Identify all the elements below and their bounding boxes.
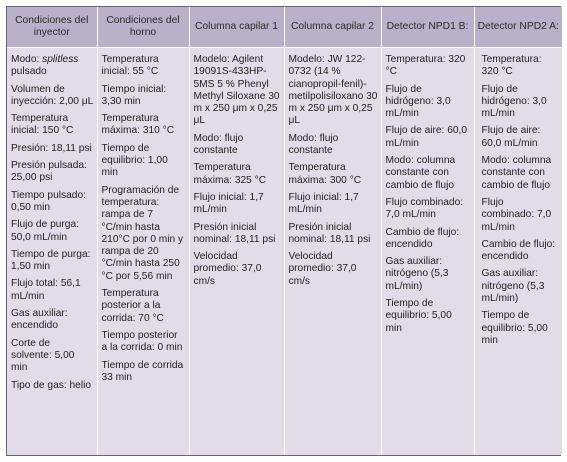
parameter-item: Tiempo de equilibrio: 5,00 min	[385, 298, 452, 334]
chromatography-conditions-table-frame	[6, 6, 561, 456]
parameter-item: Flujo de aire: 60,0 mL/min	[385, 125, 468, 149]
parameter-item: Tiempo de equilibrio: 5,00 min	[481, 310, 548, 346]
parameter-item: Tiempo inicial: 3,30 min	[101, 83, 167, 107]
parameter-item: Temperatura inicial: 55 °C	[101, 54, 159, 78]
parameter-item: Tiempo de corrida 33 min	[101, 359, 184, 383]
parameter-item: Velocidad promedio: 37,0 cm/s	[288, 251, 357, 287]
parameter-item: Flujo inicial: 1,7 mL/min	[193, 191, 264, 216]
header-detector-npd2-a: Detector NPD2 A:	[474, 7, 562, 48]
cell-detector-npd1-b	[381, 48, 474, 456]
parameter-item: Presión pulsada: 25,00 psi	[11, 160, 87, 184]
parameter-item: Gas auxiliar: encendido	[11, 308, 68, 332]
cell-injector-conditions	[7, 48, 97, 456]
parameter-item: Temperatura: 320 °C	[385, 54, 466, 78]
cell-oven-conditions	[97, 48, 189, 456]
parameter-text-emphasis: splitless	[42, 54, 79, 65]
parameter-item: Presión inicial nominal: 18,11 psi	[288, 221, 371, 245]
parameter-item	[11, 54, 94, 79]
parameter-item: Modelo: JW 122-0732 (14 % cianopropil-fenil)-metilpolisiloxano 30 m x 250 μm x 0,25 μL	[288, 54, 378, 127]
parameter-item: Temperatura inicial: 150 °C	[11, 113, 74, 137]
header-row	[7, 7, 562, 48]
parameter-item: Temperatura máxima: 325 °C	[193, 162, 267, 186]
cell-capillary-column-2	[284, 48, 381, 456]
parameter-item: Flujo combinado: 7,0 mL/min	[481, 196, 552, 233]
parameter-item: Tiempo de purga: 1,50 min	[11, 248, 91, 273]
parameter-item: Temperatura: 320 °C	[481, 54, 542, 78]
parameter-item: Tiempo posterior a la corrida: 0 min	[101, 329, 183, 354]
parameter-item: Corte de solvente: 5,00 min	[11, 337, 75, 374]
parameter-item: Presión inicial nominal: 18,11 psi	[193, 221, 276, 245]
parameter-item: Tipo de gas: helio	[11, 379, 92, 391]
parameter-item: Temperatura máxima: 300 °C	[288, 162, 362, 186]
parameter-item: Flujo total: 56,1 mL/min	[11, 278, 81, 302]
parameter-item: Modo: columna constante con cambio de flujo	[385, 155, 456, 191]
cell-detector-npd2-a	[474, 48, 562, 456]
parameter-item: Flujo combinado: 7,0 mL/min	[385, 196, 464, 221]
header-capillary-column-1: Columna capilar 1	[189, 7, 284, 48]
parameter-item: Gas auxiliar: nitrógeno (5,3 mL/min)	[481, 268, 545, 305]
parameter-item: Cambio de flujo: encendido	[481, 238, 556, 263]
header-detector-npd1-b: Detector NPD1 B:	[381, 7, 474, 48]
parameter-item: Modelo: Agilent 19091S-433HP-5MS 5 % Phenyl Methyl Siloxane 30 m x 250 μm x 0,25 μL	[193, 54, 280, 127]
body-row	[7, 48, 562, 456]
parameter-item: Flujo de hidrógeno: 3,0 mL/min	[481, 83, 547, 120]
parameter-item: Flujo inicial: 1,7 mL/min	[288, 191, 359, 216]
parameter-item: Temperatura máxima: 310 °C	[101, 113, 175, 137]
parameter-item: Tiempo pulsado: 0,50 min	[11, 189, 86, 213]
parameter-item: Volumen de inyección: 2,00 μL	[11, 83, 94, 107]
parameter-item: Modo: flujo constante	[193, 132, 244, 157]
chromatography-conditions-table	[7, 7, 562, 455]
header-injector: Condiciones del inyector	[7, 7, 97, 48]
parameter-text-pre: Modo:	[11, 54, 43, 65]
parameter-item: Temperatura posterior a la corrida: 70 °C	[101, 288, 164, 324]
parameter-item: Tiempo de equilibrio: 1,00 min	[101, 142, 168, 179]
parameter-item: Modo: flujo constante	[288, 132, 339, 157]
cell-capillary-column-1	[189, 48, 284, 456]
parameter-item: Velocidad promedio: 37,0 cm/s	[193, 251, 262, 287]
parameter-item: Flujo de aire: 60,0 mL/min	[481, 125, 541, 149]
header-oven: Condiciones del horno	[97, 7, 189, 48]
parameter-item: Programación de temperatura: rampa de 7 °C/min hasta 210°C por 0 min y rampa de 20 °C/min hasta 250 °C por 5,56 min	[101, 184, 184, 282]
parameter-item: Gas auxiliar: nitrógeno (5,3 mL/min)	[385, 256, 449, 292]
parameter-item: Flujo de purga: 50,0 mL/min	[11, 219, 79, 243]
parameter-text-post: pulsado	[11, 66, 47, 78]
parameter-item: Modo: columna constante con cambio de flujo	[481, 155, 552, 191]
parameter-item: Presión: 18,11 psi	[11, 142, 92, 154]
parameter-item: Flujo de hidrógeno: 3,0 mL/min	[385, 83, 451, 120]
parameter-item: Cambio de flujo: encendido	[385, 226, 460, 250]
header-capillary-column-2: Columna capilar 2	[284, 7, 381, 48]
